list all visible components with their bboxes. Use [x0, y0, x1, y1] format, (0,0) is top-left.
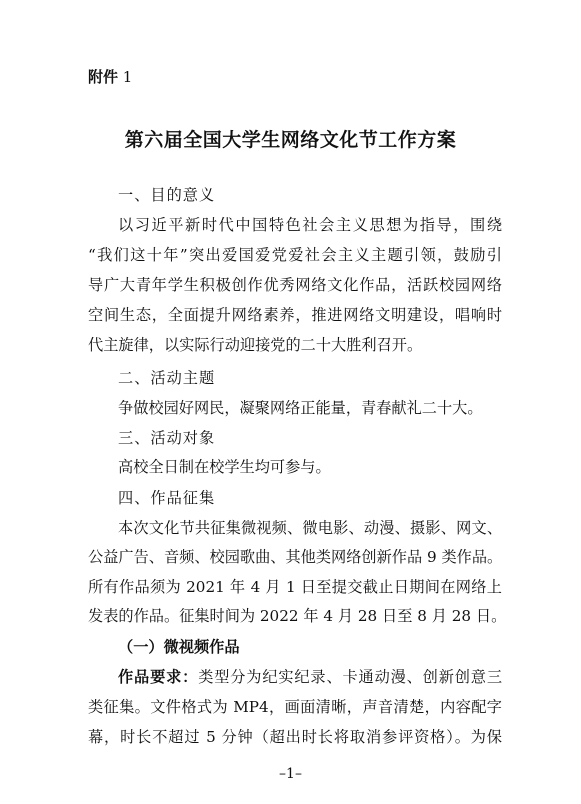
section-4-heading: 四、作品征集 [118, 489, 216, 507]
section-1-heading: 一、目的意义 [118, 186, 216, 204]
requirements-line [118, 667, 502, 687]
section-3-text: 高校全日制在校学生均可参与。 [118, 458, 331, 476]
section-1-line: 导广大青年学生积极创作优秀网络文化作品，活跃校园网络 [88, 276, 502, 294]
section-1-line: 代主旋律，以实际行动迎接党的二十大胜利召开。 [88, 336, 423, 354]
section-4-line: 本次文化节共征集微视频、微电影、动漫、摄影、网文、 [118, 519, 502, 537]
requirements-label: 作品要求： [118, 668, 199, 686]
requirements-text: 类型分为纪实纪录、卡通动漫、创新创意三 [198, 668, 503, 686]
section-2-text: 争做校园好网民，凝聚网络正能量，青春献礼二十大。 [118, 399, 483, 417]
section-4-line: 所有作品须为 2021 年 4 月 1 日至提交截止日期间在网络上 [88, 578, 502, 596]
section-4-line: 发表的作品。征集时间为 2022 年 4 月 28 日至 8 月 28 日。 [88, 607, 507, 625]
section-1-line: 空间生态，全面提升网络素养，推进网络文明建设，唱响时 [88, 306, 502, 324]
subsection-heading: （一）微视频作品 [118, 638, 240, 656]
section-3-heading: 三、活动对象 [118, 429, 216, 447]
attachment-word: 附件 [88, 68, 119, 86]
section-4-line: 公益广告、音频、校园歌曲、其他类网络创新作品 9 类作品。 [88, 548, 503, 566]
requirements-line: 幕，时长不超过 5 分钟（超出时长将取消参评资格）。为保 [88, 728, 502, 746]
section-1-line: “我们这十年”突出爱国爱党爱社会主义主题引领，鼓励引 [88, 246, 502, 264]
page-title: 第六届全国大学生网络文化节工作方案 [124, 129, 457, 151]
attachment-number: 1 [122, 68, 133, 86]
section-1-line: 以习近平新时代中国特色社会主义思想为指导，围绕 [118, 216, 502, 234]
section-2-heading: 二、活动主题 [118, 369, 216, 387]
attachment-label [88, 66, 132, 87]
requirements-line: 类征集。文件格式为 MP4，画面清晰，声音清楚，内容配字 [88, 698, 502, 716]
page-number: –1– [279, 766, 302, 782]
